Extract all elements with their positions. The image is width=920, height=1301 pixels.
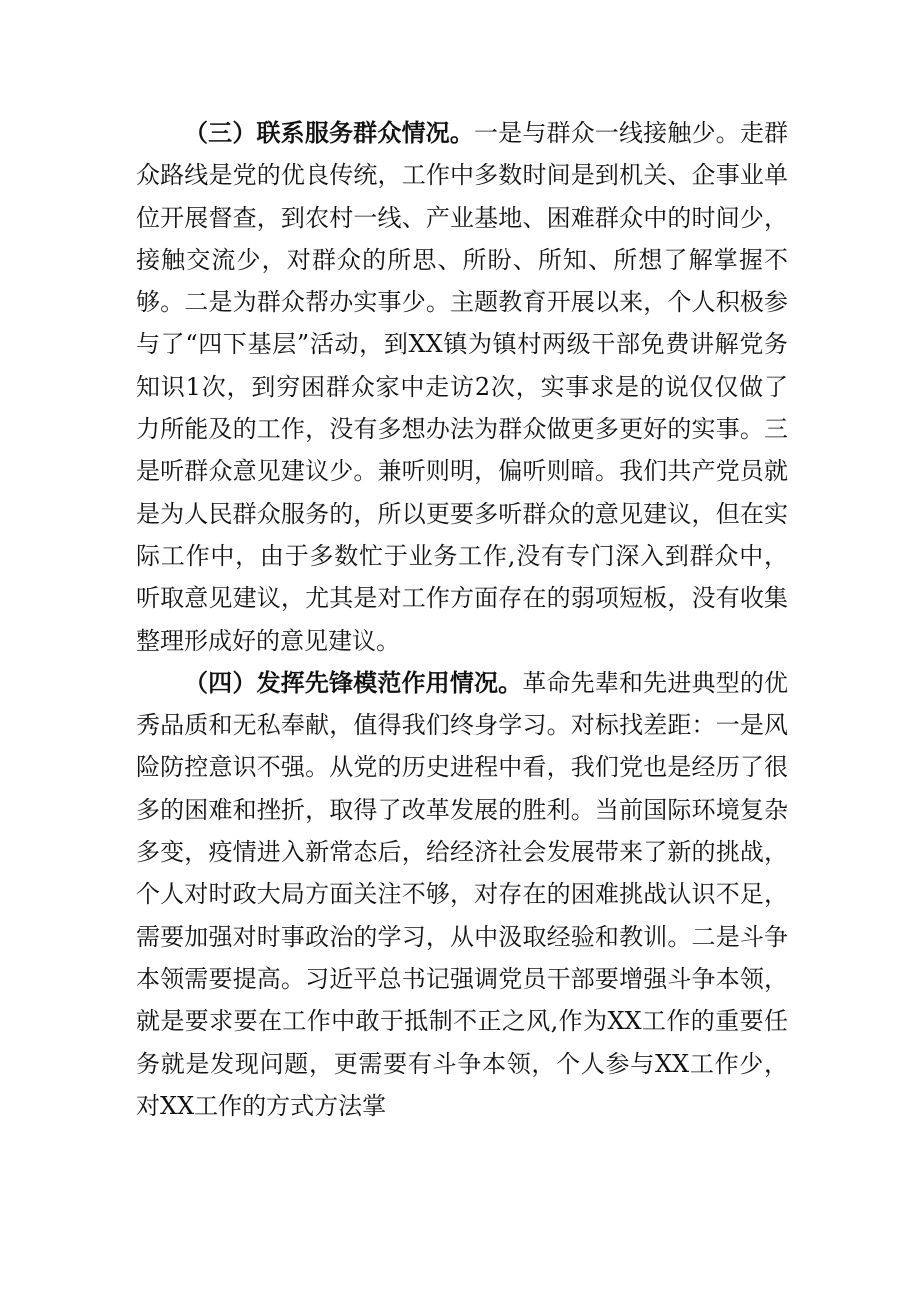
section-four-paragraph xyxy=(136,662,788,1127)
section-four-heading: （四）发挥先锋模范作用情况。 xyxy=(184,668,523,697)
section-three-body: 一是与群众一线接触少。走群众路线是党的优良传统，工作中多数时间是到机关、企事业单位开展督查，到农村一线、产业基地、困难群众中的时间少，接触交流少，对群众的所思、所盼、所知、所想了解掌握不够。二是为群众帮办实事少。主题教育开展以来，个人积极参与了“四下基层”活动，到XX镇为镇村两级干部免费讲解党务知识1次，到穷困群众家中走访2次，实事求是的说仅仅做了力所能及的工作，没有多想办法为群众做更多更好的实事。三是听群众意见建议少。兼听则明，偏听则暗。我们共产党员就是为人民群众服务的，所以更要多听群众的意见建议，但在实际工作中，由于多数忙于业务工作,没有专门深入到群众中，听取意见建议，尤其是对工作方面存在的弱项短板，没有收集整理形成好的意见建议。 xyxy=(136,119,788,655)
section-three-paragraph xyxy=(136,112,788,662)
section-four-body: 革命先辈和先进典型的优秀品质和无私奉献，值得我们终身学习。对标找差距：一是风险防控意识不强。从党的历史进程中看，我们党也是经历了很多的困难和挫折，取得了改革发展的胜利。当前国际环境复杂多变，疫情进入新常态后，给经济社会发展带来了新的挑战，个人对时政大局方面关注不够，对存在的困难挑战认识不足，需要加强对时事政治的学习，从中汲取经验和教训。二是斗争本领需要提高。习近平总书记强调党员干部要增强斗争本领，就是要求要在工作中敢于抵制不正之风,作为XX工作的重要任务就是发现问题，更需要有斗争本领，个人参与XX工作少，对XX工作的方式方法掌 xyxy=(136,668,789,1120)
section-three-heading: （三）联系服务群众情况。 xyxy=(184,119,474,147)
document-page xyxy=(136,112,788,1127)
